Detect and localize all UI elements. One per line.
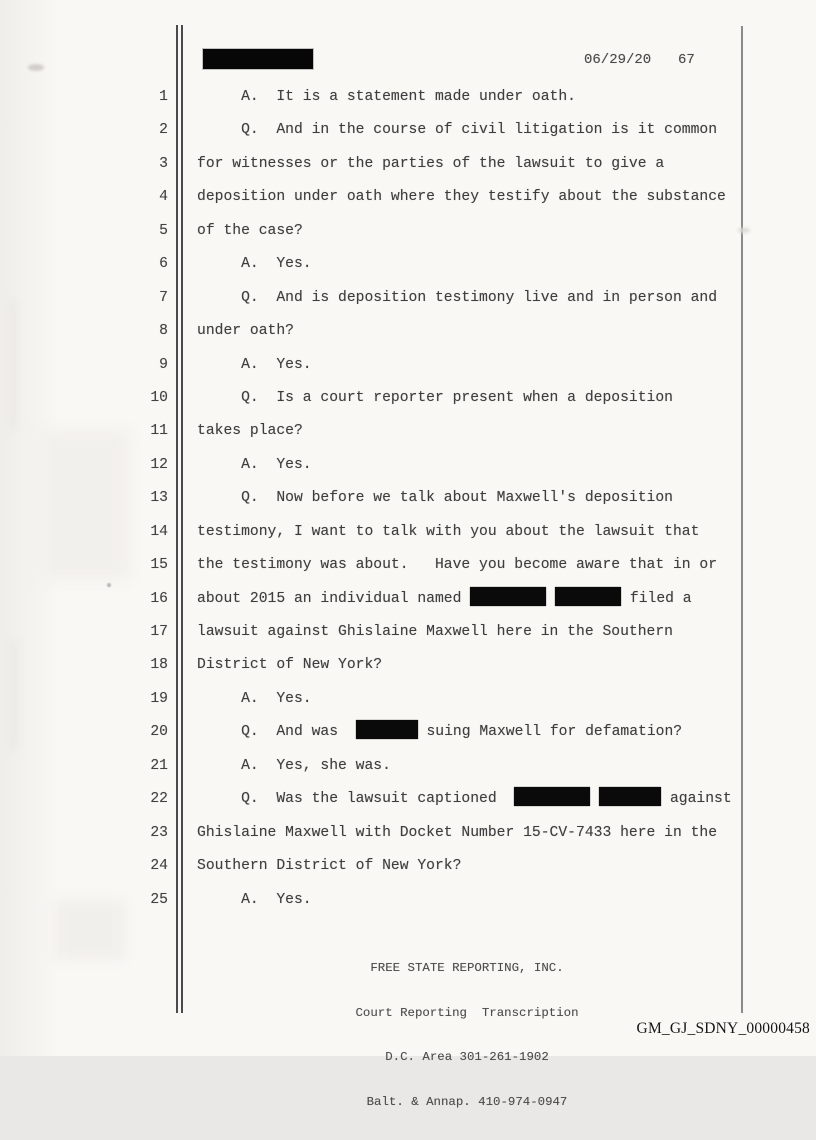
transcript-line bbox=[0, 549, 816, 582]
line-text: A. Yes. bbox=[197, 456, 312, 473]
line-number: 7 bbox=[159, 289, 168, 306]
header-page-number: 67 bbox=[678, 52, 695, 68]
line-text: about 2015 an individual named filed a bbox=[197, 583, 692, 616]
line-number: 16 bbox=[150, 590, 168, 607]
line-text: takes place? bbox=[197, 423, 303, 440]
line-text: A. Yes, she was. bbox=[197, 757, 391, 774]
transcript-line bbox=[0, 750, 816, 783]
line-number: 12 bbox=[150, 456, 168, 473]
transcript-line bbox=[0, 148, 816, 181]
line-number: 24 bbox=[150, 858, 168, 875]
line-number: 20 bbox=[150, 724, 168, 741]
redaction-box bbox=[356, 720, 418, 739]
transcript-line bbox=[0, 248, 816, 281]
transcript-line bbox=[0, 783, 816, 816]
line-text: A. Yes. bbox=[197, 690, 312, 707]
scan-smudge bbox=[28, 64, 44, 71]
line-text: A. It is a statement made under oath. bbox=[197, 89, 576, 105]
line-text: lawsuit against Ghislaine Maxwell here in the Southern bbox=[197, 624, 673, 640]
redaction-box bbox=[514, 787, 590, 806]
line-text: of the case? bbox=[197, 222, 303, 239]
transcript-line bbox=[0, 449, 816, 482]
line-number: 9 bbox=[159, 356, 168, 373]
header-date: 06/29/20 bbox=[584, 52, 652, 68]
line-text: A. Yes. bbox=[197, 356, 312, 373]
line-text: Ghislaine Maxwell with Docket Number 15-CV-7433 here in the bbox=[197, 824, 718, 841]
transcript-line bbox=[0, 616, 816, 649]
transcript-body bbox=[0, 81, 816, 917]
transcript-line bbox=[0, 482, 816, 515]
transcript-line bbox=[0, 716, 816, 749]
line-number: 5 bbox=[159, 222, 168, 239]
line-number: 1 bbox=[159, 89, 168, 105]
transcript-line bbox=[0, 181, 816, 214]
line-number: 10 bbox=[150, 389, 168, 406]
footer-dc-phone: D.C. Area 301-261-1902 bbox=[385, 1050, 549, 1065]
line-text: Q. And was suing Maxwell for defamation? bbox=[197, 716, 682, 749]
transcript-line bbox=[0, 884, 816, 917]
line-number: 6 bbox=[159, 256, 168, 273]
transcript-line bbox=[0, 282, 816, 315]
redaction-box bbox=[470, 587, 546, 606]
transcript-line bbox=[0, 81, 816, 114]
line-text: testimony, I want to talk with you about the lawsuit that bbox=[197, 523, 700, 540]
line-number: 25 bbox=[150, 891, 168, 908]
line-number: 3 bbox=[159, 155, 168, 172]
footer-company-name: FREE STATE REPORTING, INC. bbox=[370, 960, 564, 975]
transcript-line bbox=[0, 349, 816, 382]
line-text: Q. And is deposition testimony live and in person and bbox=[197, 289, 718, 306]
line-number: 23 bbox=[150, 824, 168, 841]
line-number: 22 bbox=[150, 791, 168, 808]
line-text: Southern District of New York? bbox=[197, 858, 462, 875]
line-text: the testimony was about. Have you become aware that in or bbox=[197, 557, 718, 574]
line-text: A. Yes. bbox=[197, 256, 312, 273]
line-text: under oath? bbox=[197, 323, 294, 340]
transcript-line bbox=[0, 850, 816, 883]
transcript-line bbox=[0, 315, 816, 348]
footer-service-line: Court Reporting Transcription bbox=[355, 1005, 579, 1020]
line-number: 14 bbox=[150, 523, 168, 540]
transcript-line bbox=[0, 683, 816, 716]
transcript-line bbox=[0, 583, 816, 616]
line-text: Q. And in the course of civil litigation is it common bbox=[197, 122, 718, 139]
line-number: 4 bbox=[159, 189, 168, 206]
line-number: 2 bbox=[159, 122, 168, 139]
line-number: 15 bbox=[150, 557, 168, 574]
line-number: 17 bbox=[150, 624, 168, 640]
bates-number: GM_GJ_SDNY_00000458 bbox=[636, 1020, 810, 1037]
header-name-redaction-bar bbox=[203, 49, 313, 69]
line-text: Q. Was the lawsuit captioned against bbox=[197, 783, 732, 816]
line-number: 13 bbox=[150, 490, 168, 507]
line-number: 18 bbox=[150, 657, 168, 674]
line-text: District of New York? bbox=[197, 657, 383, 674]
transcript-line bbox=[0, 649, 816, 682]
transcript-line bbox=[0, 415, 816, 448]
transcript-line bbox=[0, 817, 816, 850]
line-text: Q. Now before we talk about Maxwell's deposition bbox=[197, 490, 673, 507]
redaction-box bbox=[599, 787, 661, 806]
line-number: 21 bbox=[150, 757, 168, 774]
line-text: A. Yes. bbox=[197, 891, 312, 908]
line-text: for witnesses or the parties of the lawsuit to give a bbox=[197, 155, 665, 172]
line-text: Q. Is a court reporter present when a deposition bbox=[197, 389, 673, 406]
footer-balt-phone: Balt. & Annap. 410-974-0947 bbox=[366, 1094, 568, 1109]
redaction-box bbox=[555, 587, 621, 606]
transcript-line bbox=[0, 382, 816, 415]
line-text: deposition under oath where they testify about the substance bbox=[197, 189, 726, 206]
line-number: 19 bbox=[150, 690, 168, 707]
line-number: 8 bbox=[159, 323, 168, 340]
transcript-line bbox=[0, 516, 816, 549]
line-number: 11 bbox=[150, 423, 168, 440]
transcript-line bbox=[0, 215, 816, 248]
transcript-line bbox=[0, 114, 816, 147]
